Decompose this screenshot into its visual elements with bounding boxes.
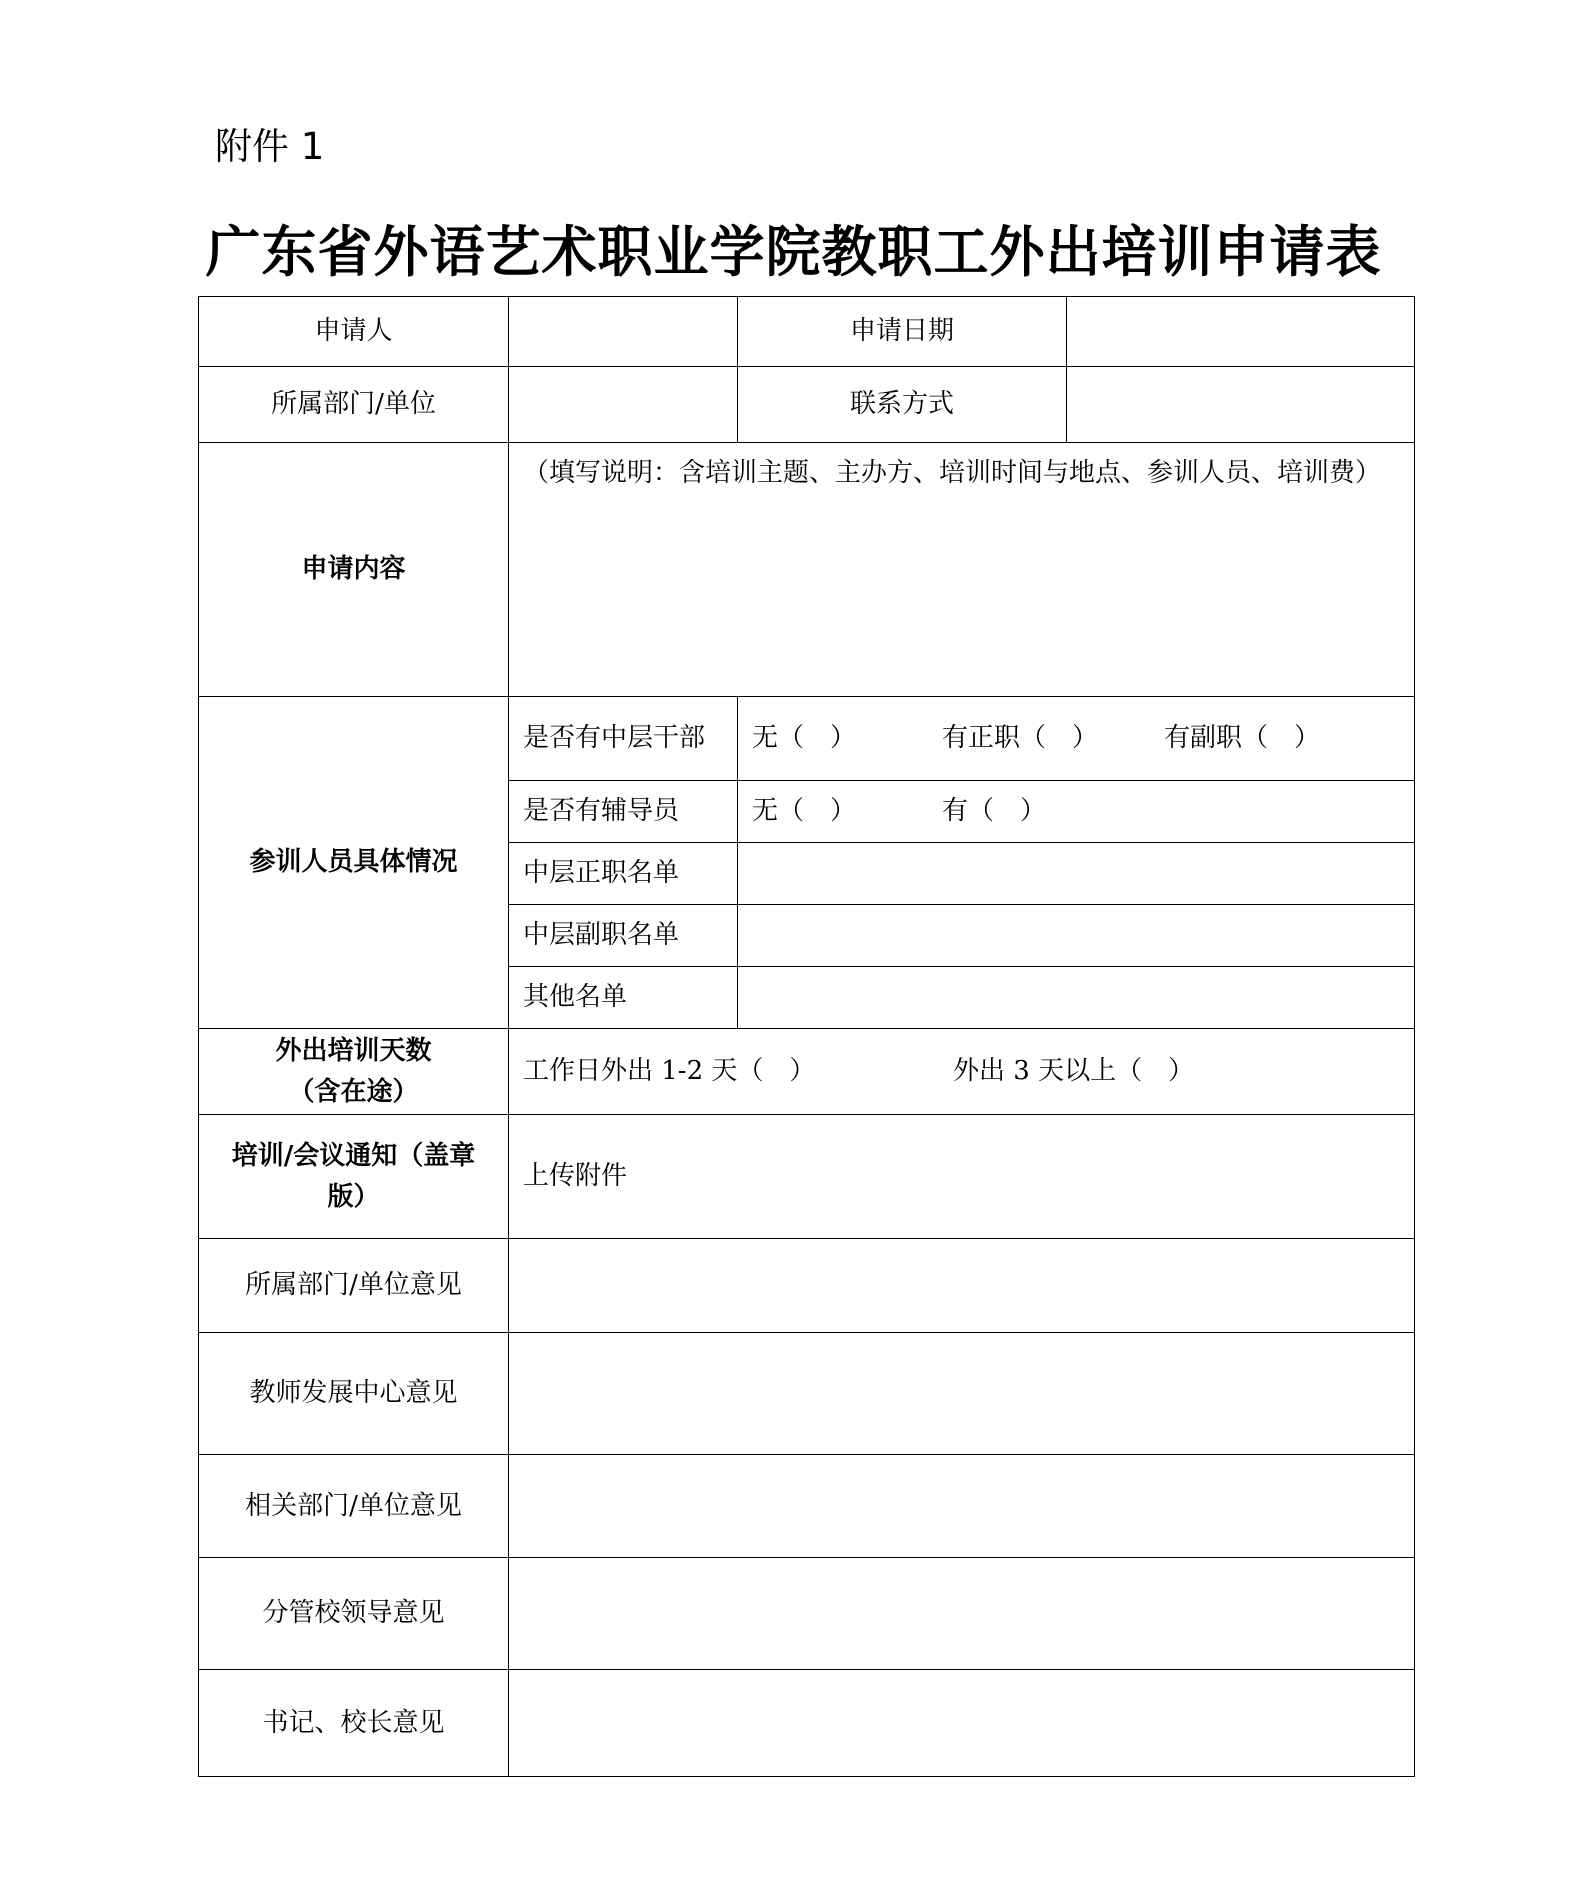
other-list-label: 其他名单 — [509, 967, 738, 1029]
row-content — [199, 443, 1415, 697]
contact-label: 联系方式 — [738, 367, 1067, 443]
row-teacher-center-opinion — [199, 1333, 1415, 1455]
counselor-option-yes[interactable]: 有（ ） — [942, 796, 1047, 827]
participants-label: 参训人员具体情况 — [199, 697, 509, 1029]
contact-field[interactable] — [1067, 367, 1415, 443]
row-related-dept-opinion — [199, 1455, 1415, 1558]
application-form-table — [198, 296, 1415, 1777]
middle-chief-list-label: 中层正职名单 — [509, 843, 738, 905]
middle-deputy-list-field[interactable] — [738, 905, 1415, 967]
apply-date-field[interactable] — [1067, 297, 1415, 367]
middle-chief-list-field[interactable] — [738, 843, 1415, 905]
upload-attachment-link[interactable]: 上传附件 — [523, 1161, 628, 1192]
secretary-opinion-field[interactable] — [509, 1670, 1415, 1777]
row-applicant — [199, 297, 1415, 367]
dept-opinion-field[interactable] — [509, 1239, 1415, 1333]
middle-cadre-option-deputy[interactable]: 有副职（ ） — [1164, 723, 1321, 754]
other-list-field[interactable] — [738, 967, 1415, 1029]
form-title: 广东省外语艺术职业学院教职工外出培训申请表 — [205, 219, 1382, 284]
content-note: （填写说明：含培训主题、主办方、培训时间与地点、参训人员、培训费） — [523, 458, 1382, 488]
middle-cadre-option-chief[interactable]: 有正职（ ） — [942, 723, 1099, 754]
attachment-label: 附件 1 — [215, 125, 325, 168]
notice-upload-cell[interactable] — [509, 1115, 1415, 1239]
days-label — [199, 1029, 509, 1115]
leader-opinion-field[interactable] — [509, 1558, 1415, 1670]
middle-deputy-list-label: 中层副职名单 — [509, 905, 738, 967]
days-label-line1: 外出培训天数 — [275, 1036, 432, 1067]
row-department — [199, 367, 1415, 443]
apply-date-label: 申请日期 — [738, 297, 1067, 367]
applicant-label: 申请人 — [199, 297, 509, 367]
dept-opinion-label: 所属部门/单位意见 — [199, 1239, 509, 1333]
counselor-label: 是否有辅导员 — [509, 781, 738, 843]
related-dept-opinion-field[interactable] — [509, 1455, 1415, 1558]
related-dept-opinion-label: 相关部门/单位意见 — [199, 1455, 509, 1558]
row-secretary-opinion — [199, 1670, 1415, 1777]
days-option-short[interactable]: 工作日外出 1-2 天（ ） — [523, 1056, 816, 1087]
counselor-option-none[interactable]: 无（ ） — [752, 796, 857, 827]
row-notice — [199, 1115, 1415, 1239]
days-options — [509, 1029, 1415, 1115]
department-label: 所属部门/单位 — [199, 367, 509, 443]
row-dept-opinion — [199, 1239, 1415, 1333]
days-option-long[interactable]: 外出 3 天以上（ ） — [953, 1056, 1195, 1087]
counselor-options — [738, 781, 1415, 843]
applicant-field[interactable] — [509, 297, 738, 367]
row-middle-cadre — [199, 697, 1415, 781]
days-label-line2: （含在途） — [288, 1076, 419, 1107]
teacher-center-opinion-field[interactable] — [509, 1333, 1415, 1455]
middle-cadre-options — [738, 697, 1415, 781]
row-days — [199, 1029, 1415, 1115]
middle-cadre-option-none[interactable]: 无（ ） — [752, 723, 857, 754]
content-label: 申请内容 — [199, 443, 509, 697]
teacher-center-opinion-label: 教师发展中心意见 — [199, 1333, 509, 1455]
content-field[interactable] — [509, 443, 1415, 697]
secretary-opinion-label: 书记、校长意见 — [199, 1670, 509, 1777]
department-field[interactable] — [509, 367, 738, 443]
middle-cadre-label: 是否有中层干部 — [509, 697, 738, 781]
row-leader-opinion — [199, 1558, 1415, 1670]
leader-opinion-label: 分管校领导意见 — [199, 1558, 509, 1670]
notice-label: 培训/会议通知（盖章版） — [199, 1115, 509, 1239]
